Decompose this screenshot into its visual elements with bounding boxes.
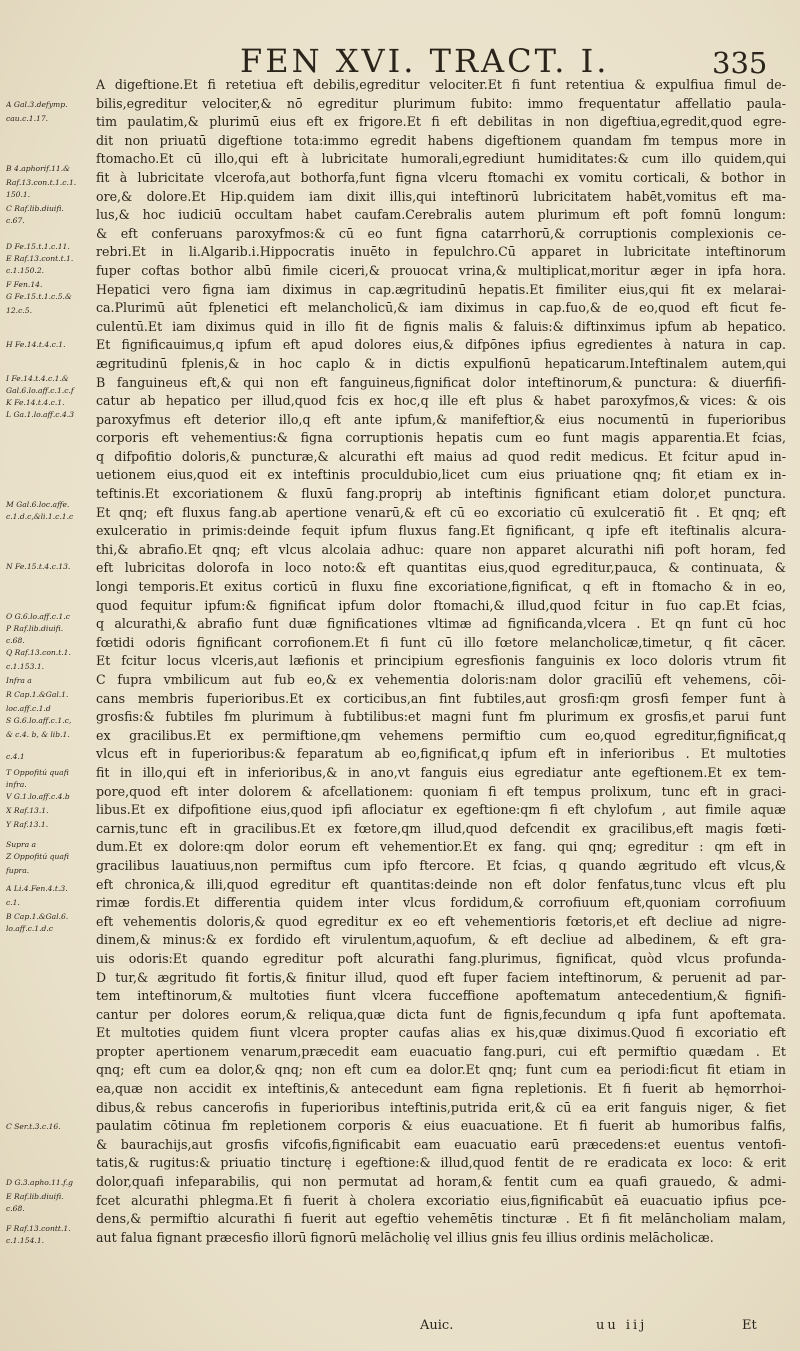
margin-note: D G.3.apho.11.f.g	[6, 1178, 73, 1187]
text-line: fit à lubricitate vlcerofa,aut bothorfa,funt figna vlceru ftomachi ex vomitu corticali, & bothor in	[96, 169, 786, 185]
margin-note: loc.aff.c.1.d	[6, 704, 51, 713]
catchword-left: Auic.	[420, 1318, 454, 1333]
catchword-right: Et	[742, 1318, 757, 1333]
margin-note: D Fe.15.t.1.c.11.	[6, 242, 70, 251]
margin-note: Raf.13.con.t.1.c.1.	[6, 178, 77, 187]
text-line: ea,quæ non accidit ex inteftinis,& antecedunt eam figna repletionis. Et fi fuerit ab hęmorrhoi-	[96, 1081, 786, 1097]
margin-note: B Cap.1.&Gal.6.	[6, 912, 69, 921]
margin-note: X Raf.13.1.	[6, 806, 49, 815]
text-line: dolor,quafi infeparabilis, qui non permutat ad horam,& fentit cum ea quafi grauedo, & admi-	[96, 1174, 786, 1190]
text-line: eft chronica,& illi,quod egreditur eft quantitas:deinde non eft dolor fenfatus,tunc vlcus eft plu	[96, 876, 786, 892]
text-line: dinem,& minus:& ex fordido eft virulentum,aquofum, & eft decliue ad albedinem, & eft gra-	[96, 932, 786, 948]
text-line: gracilibus lauatiuus,non permiftus cum ipfo ftercore. Et fcias, q quando ægritudo eft vlcus,&	[96, 857, 786, 873]
text-line: A digeftione.Et fi retetiua eft debilis,egreditur velociter.Et fi funt retentiua & expulfiua fimul de-	[96, 77, 786, 92]
margin-note: P Raf.lib.diuifi.	[6, 624, 64, 633]
text-line: Et fcitur locus vlceris,aut læfionis et principium egresfionis fanguinis ex loco doloris vtrum fit	[96, 653, 786, 669]
margin-note: c.1.d.c,&li.1.c.1.c	[6, 512, 74, 521]
text-line: rebri.Et in li.Algarib.i.Hippocratis inuēto in fepulchro.Cū apparet in lubricitate inteftinorum	[96, 244, 786, 260]
text-line: q alcurathi,& abrafio funt duæ fignificationes vltimæ ad fignificanda,vlcera . Et qn funt cū hoc	[96, 616, 786, 632]
text-line: dit non priuatū digeftione tota:immo egredit habens digeftionem quandam fm tempus more in	[96, 132, 786, 148]
margin-note: Y Raf.13.1.	[6, 820, 49, 829]
text-line: & eft conferuans paroxyfmos:& cū eo funt figna catarrhorū,& corruptionis complexionis ce-	[96, 225, 786, 241]
text-line: exulceratio in primis:deinde fequit ipfum fluxus fang.Et fignificant, q ipfe eft iteftinalis alcura-	[96, 523, 786, 539]
margin-note: Gal.6.lo.aff.c.1.c.f	[6, 386, 74, 395]
margin-note: F Raf.13.contt.1.	[6, 1224, 71, 1233]
text-line: uis odoris:Et quando egreditur poft alcurathi fang.plurimus, fignificat, quòd vlcus profunda-	[96, 950, 786, 966]
margin-note: H Fe.14.t.4.c.1.	[6, 340, 66, 349]
margin-note: C Raf.lib.diuifi.	[6, 204, 64, 213]
margin-note: E Raf.13.cont.t.1.	[6, 254, 74, 263]
text-line: longi temporis.Et exitus corticū in fluxu fine excoriatione,fignificat, q eft in ftomacho & in eo,	[96, 579, 786, 595]
text-line: fcet alcurathi phlegma.Et fi fuerit à cholera excoriatio eius,fignificabūt eā euacuatio ipfius pce-	[96, 1192, 786, 1208]
margin-note: Q Raf.13.con.t.1.	[6, 648, 71, 657]
margin-note: 150.1.	[6, 190, 31, 199]
text-line: carnis,tunc eft in gracilibus.Et ex fœtore,qm illud,quod defcendit ex gracilibus,eft magis fœti-	[96, 820, 786, 836]
text-line: fit in illo,qui eft in inferioribus,& in ano,vt fanguis eius egrediatur ante egeftionem.Et ex tem-	[96, 764, 786, 780]
text-line: ægritudinū fplenis,& in hoc caplo & in dictis expulfionū hepaticarum.Inteftinalem autem,qui	[96, 355, 786, 371]
signature-mark: uu iij	[596, 1318, 648, 1333]
text-line: dum.Et ex dolore:qm dolor eorum eft vehementior.Et ex fang. qui qnq; egreditur : qm eft in	[96, 839, 786, 855]
text-line: Et qnq; eft fluxus fang.ab apertione venarū,& eft cū eo excoriatio cū exulceratiō fit . Et qnq; eft	[96, 504, 786, 520]
margin-note: lo.aff.c.1.d.c	[6, 924, 54, 933]
text-line: ore,& dolore.Et Hip.quidem iam dixit illis,qui inteftinorū lubricitatem habēt,vomitus eft ma-	[96, 188, 786, 204]
text-line: quod fequitur ipfum:& fignificat ipfum dolor ftomachi,& illud,quod fcitur in fuo cap.Et fcias,	[96, 597, 786, 613]
margin-note: I Fe.14.t.4.c.1.&	[6, 374, 69, 383]
text-line: D tur,& ægritudo fit fortis,& finitur illud, quod eft fuper faciem inteftinorum, & peruenit ad par-	[96, 969, 786, 985]
text-line: & baurachijs,aut grosfis vifcofis,fignificabit eam euacuatio earū præcedens:et euentus ventofi-	[96, 1136, 786, 1152]
page-number: 335	[712, 46, 768, 80]
margin-note: c.68.	[6, 636, 25, 645]
margin-note: c.4.1	[6, 752, 25, 761]
text-line: catur ab hepatico per illud,quod fcis ex hoc,q ille eft plus & habet paroxyfmos,& vices: & ois	[96, 393, 786, 409]
margin-notes	[4, 92, 84, 1322]
main-text-column	[96, 76, 786, 1326]
margin-note: infra.	[6, 780, 27, 789]
margin-note: c.67.	[6, 216, 25, 225]
text-line: cans membris fuperioribus.Et ex corticibus,an fint fubtiles,aut grosfi:qm grosfi femper funt à	[96, 690, 786, 706]
margin-note: A Li.4.Fen.4.t.3.	[6, 884, 68, 893]
margin-note: A Gal.3.defymp.	[6, 100, 68, 109]
margin-note: R Cap.1.&Gal.1.	[6, 690, 69, 699]
margin-note: c.1.150.2.	[6, 266, 45, 275]
margin-note: cau.c.1.17.	[6, 114, 49, 123]
text-line: rimæ fordis.Et differentia quidem inter vlcus fordidum,& corrofiuum eft,quoniam corrofiuum	[96, 895, 786, 911]
text-line: pore,quod eft inter dolorem & afcellationem: quoniam fi eft tempus prolixum, tunc eft in graci-	[96, 783, 786, 799]
margin-note: V G.1.lo.aff.c.4.b	[6, 792, 70, 801]
margin-note: c.1.154.1.	[6, 1236, 45, 1245]
margin-note: & c.4. b, & lib.1.	[6, 730, 70, 739]
text-line: vlcus eft in fuperioribus:& feparatum ab eo,fignificat,q ipfum eft in inferioribus . Et multoties	[96, 746, 786, 762]
margin-note: N Fe.15.t.4.c.13.	[6, 562, 71, 571]
margin-note: S G.6.lo.aff.c.1.c,	[6, 716, 72, 725]
margin-note: Supra a	[6, 840, 37, 849]
text-line: teftinis.Et excoriationem & fluxū fang.propriȷ ab inteftinis fignificant etiam dolor,et punctura.	[96, 486, 786, 502]
text-line: Et multoties quidem fiunt vlcera propter caufas alias ex his,quæ diximus.Quod fi excoriatio eft	[96, 1025, 786, 1041]
text-line: corporis eft vehementius:& figna corruptionis hepatis cum eo funt magis apparentia.Et fcias,	[96, 430, 786, 446]
margin-note: G Fe.15.t.1.c.5.&	[6, 292, 72, 301]
margin-note: O G.6.lo.aff.c.1.c	[6, 612, 70, 621]
text-line: ca.Plurimū aūt fplenetici eft melancholicū,& iam diximus in cap.fuo,& de eo,quod eft ficut fe-	[96, 300, 786, 316]
text-line: C fupra vmbilicum aut fub eo,& ex vehementia doloris:nam dolor gracilīū eft vehemens, cōi-	[96, 672, 786, 687]
margin-note: T Oppofitú quafi	[6, 768, 69, 777]
margin-note: K Fe.14.t.4.c.1.	[6, 398, 65, 407]
text-line: eft vehementis doloris,& quod egreditur ex eo eft vehementioris fœtoris,et eft decliue ad nigre-	[96, 913, 786, 929]
text-line: grosfis:& fubtiles fm plurimum à fubtilibus:et magni funt fm plurimum ex grosfis,et parui funt	[96, 709, 786, 725]
text-line: Et fignificauimus,q ipfum eft apud dolores eius,& difpōnes ipfius egredientes à natura in cap.	[96, 337, 786, 353]
text-line: q difpofitio doloris,& puncturæ,& alcurathi eft maius ad quod redit medicus. Et fcitur apud in-	[96, 448, 786, 464]
text-line: qnq; eft cum ea dolor,& qnq; non eft cum ea dolor.Et qnq; funt cum ea periodi:ficut fit etiam in	[96, 1062, 786, 1078]
margin-note: L Ga.1.lo.aff.c.4.3	[6, 410, 75, 419]
text-line: tem inteftinorum,& multoties fiunt vlcera fucceffione apoftematum antecedentium,& fignifi-	[96, 988, 786, 1004]
margin-note: Infra a	[6, 676, 32, 685]
margin-note: c.1.	[6, 898, 20, 907]
text-line: Hepatici vero figna iam diximus in cap.ægritudinū hepatis.Et fimiliter eius,qui fit ex melarai-	[96, 281, 786, 297]
margin-note: c.1.153.1.	[6, 662, 45, 671]
margin-note: E Raf.lib.diuifi.	[6, 1192, 64, 1201]
margin-note: 12.c.5.	[6, 306, 32, 315]
text-line: fœtidi odoris fignificant corrofionem.Et fi funt cū illo fœtore melancholicæ,timetur, q fit cācer.	[96, 634, 786, 650]
text-line: ex gracilibus.Et ex permiftione,qm vehemens permiftio cum eo,quod egreditur,fignificat,q	[96, 727, 786, 743]
text-line: B fanguineus eft,& qui non eft fanguineus,fignificat dolor inteftinorum,& punctura: & diuerfifi-	[96, 374, 786, 390]
text-line: propter apertionem venarum,præcedit eam euacuatio fang.puri, cui eft permiftio quædam . Et	[96, 1043, 786, 1059]
margin-note: C Ser.t.3.c.16.	[6, 1122, 61, 1131]
text-line: lus,& hoc iudiciū occultam habet caufam.Cerebralis autem plurimum eft poft fomnū longum:	[96, 207, 786, 223]
text-line: eft lubricitas dolorofa in loco noto:& eft quantitas eius,quod egreditur,pauca, & continuata, &	[96, 560, 786, 576]
margin-note: F Fen.14.	[6, 280, 43, 289]
text-line: bilis,egreditur velociter,& nō egreditur plurimum fubito: immo frequentatur affellatio paula-	[96, 95, 786, 111]
text-line: ftomacho.Et cū illo,qui eft à lubricitate humorali,egrediunt humiditates:& cum illo quidem,qui	[96, 151, 786, 167]
text-line: culentū.Et iam diximus quid in illo fit de fignis malis & faluis:& diftinximus ipfum ab hepatico.	[96, 318, 786, 334]
text-line: dens,& permiftio alcurathi fi fuerit aut egeftio vehemētis tincturæ . Et fi fit melāncholiam malam,	[96, 1211, 786, 1227]
text-line: aut falua fignant præcesfio illorū fignorū melācholię vel illius gnis feu illius ordinis melācholicæ.	[96, 1229, 714, 1245]
text-line: tatis,& rugitus:& priuatio tincturę i egeftione:& illud,quod fentit de re eradicata ex loco: & erit	[96, 1155, 786, 1171]
margin-note: Z Oppofitú quafi	[6, 852, 69, 861]
margin-note: B 4.aphorif.11.&	[6, 164, 70, 173]
text-line: dibus,& rebus cancerofis in fuperioribus inteftinis,putrida erit,& cū ea erit fanguis niger, & fiet	[96, 1099, 786, 1115]
text-line: libus.Et ex difpofitione eius,quod ipfi aflociatur ex egeftione:qm fi eft chylofum , aut fimile aquæ	[96, 802, 786, 818]
text-line: paroxyfmus eft deterior illo,q eft ante ipfum,& manifeftior,& eius nocumentū in fuperioribus	[96, 411, 786, 427]
page-footer	[0, 1318, 800, 1340]
text-line: tim paulatim,& plurimū eius eft ex frigore.Et fi eft debilitas in non digeftiua,egredit,quod egre-	[96, 114, 786, 130]
margin-note: c.68.	[6, 1204, 25, 1213]
margin-note: fupra.	[6, 866, 30, 875]
text-line: thi,& abrafio.Et qnq; eft vlcus alcolaia adhuc: quare non apparet alcurathi nifi poft horam, fed	[96, 541, 786, 557]
text-line: uetionem eius,quod eit ex inteftinis proculdubio,licet cum eius priuatione qnq; fit etiam ex in-	[96, 467, 786, 483]
text-line: fuper coftas bothor albū fimile ciceri,& prouocat vrina,& multiplicat,moritur æger in ipfa hora.	[96, 262, 786, 278]
page-header-title: FEN XVI. TRACT. I.	[240, 42, 610, 80]
margin-note: M Gal.6.loc.affe.	[6, 500, 70, 509]
text-line: paulatim cōtinua fm repletionem corporis & eius euacuatione. Et fi fuerit ab humoribus falfis,	[96, 1118, 786, 1134]
text-line: cantur per dolores eorum,& reliqua,quæ dicta funt de fignis,fecundum q ipfa funt apoftemata.	[96, 1006, 786, 1022]
